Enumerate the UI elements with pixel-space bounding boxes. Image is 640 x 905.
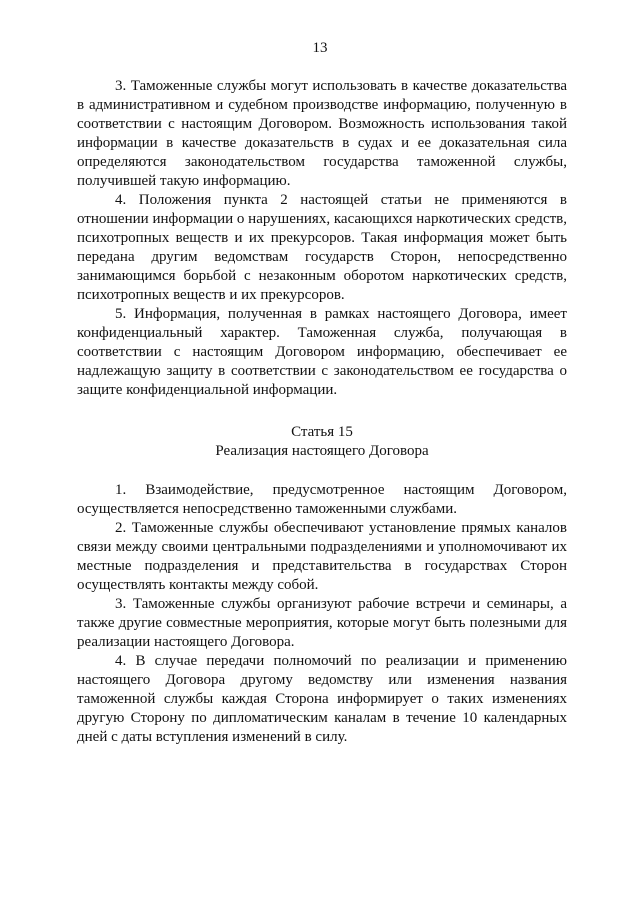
article-number: Статья 15 [291, 424, 353, 440]
paragraph-3: 3. Таможенные службы организуют рабочие встречи и семинары, а также другие совместные мероприятия, которые могут быть полезными для реализации настоящего Договора. [77, 596, 567, 650]
paragraph-2: 2. Таможенные службы обеспечивают установление прямых каналов связи между своими центральными подразделениями и уполномочивают их местные подразделения и представительства в государствах Сторон осуществлять контакты между собой. [77, 520, 567, 593]
paragraph-4: 4. Положения пункта 2 настоящей статьи не применяются в отношении информации о нарушениях, касающихся наркотических средств, психотропных веществ и их прекурсоров. Такая информация может быть передана другим ведомствам государств Сторон, непосредственно занимающимся борьбой с незаконным оборотом наркотических средств, психотропных веществ и их прекурсоров. [77, 192, 567, 303]
paragraph-5: 5. Информация, полученная в рамках настоящего Договора, имеет конфиденциальный характер. Таможенная служба, получающая в соответствии с настоящим Договором информацию, обеспечивает ее надлежащую защиту в соответствии с законодательством ее государства о защите конфиденциальной информации. [77, 306, 567, 398]
page-number: 13 [312, 40, 328, 56]
article-14-continuation [77, 77, 567, 400]
paragraph-4: 4. В случае передачи полномочий по реализации и применению настоящего Договора другому ведомству или изменения названия таможенной службы каждая Сторона информирует о таких изменениях другую Сторону по дипломатическим каналам в течение 10 календарных дней с даты вступления изменений в силу. [77, 653, 567, 745]
paragraph-3: 3. Таможенные службы могут использовать в качестве доказательства в административном и судебном производстве информацию, полученную в соответствии с настоящим Договором. Возможность использования такой информации в качестве доказательств в судах и ее доказательная сила определяются законодательством государства таможенной службы, получившей такую информацию. [77, 78, 567, 189]
paragraph-1: 1. Взаимодействие, предусмотренное настоящим Договором, осуществляется непосредственно таможенными службами. [77, 482, 567, 517]
article-title: Реализация настоящего Договора [215, 443, 429, 459]
article-15-body [77, 481, 567, 747]
